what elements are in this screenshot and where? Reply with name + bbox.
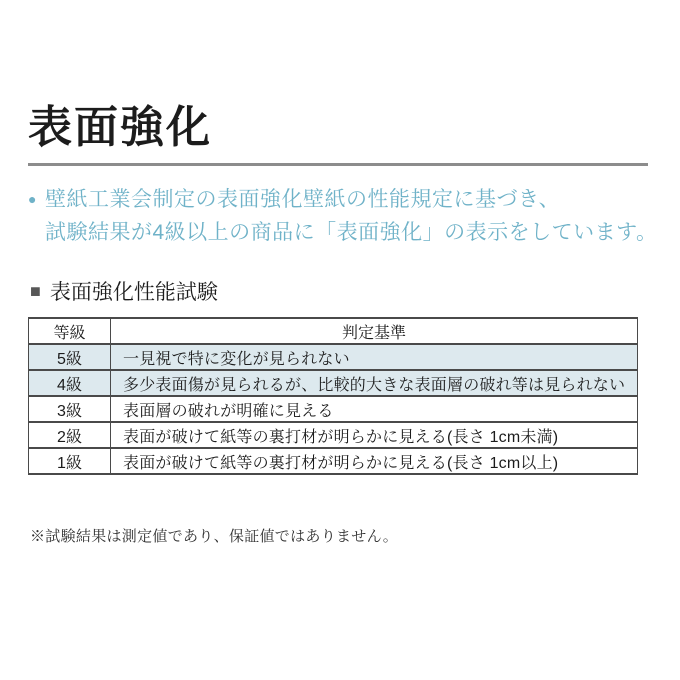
grade-cell: 5級 [29, 344, 111, 370]
title-underline [28, 163, 648, 166]
grade-cell: 4級 [29, 370, 111, 396]
footnote: ※試験結果は測定値であり、保証値ではありません。 [30, 528, 399, 545]
square-bullet-icon: ■ [30, 281, 41, 301]
table-row [29, 448, 638, 474]
criteria-column-header: 判定基準 [111, 318, 638, 344]
grade-cell: 1級 [29, 448, 111, 474]
table-row [29, 422, 638, 448]
criteria-cell: 表面が破けて紙等の裏打材が明らかに見える(長さ 1cm以上) [111, 448, 638, 474]
grade-cell: 2級 [29, 422, 111, 448]
circle-bullet-icon: ● [28, 191, 37, 207]
grade-table-body [29, 344, 638, 474]
table-row [29, 370, 638, 396]
criteria-cell: 一見視で特に変化が見られない [111, 344, 638, 370]
grade-cell: 3級 [29, 396, 111, 422]
section-heading [30, 276, 680, 306]
intro-text [45, 183, 658, 249]
table-row [29, 396, 638, 422]
page-title: 表面強化 [28, 103, 212, 152]
table-header-row [29, 318, 638, 344]
criteria-cell: 表面が破けて紙等の裏打材が明らかに見える(長さ 1cm未満) [111, 422, 638, 448]
intro-line-2: 試験結果が4級以上の商品に「表面強化」の表示をしています。 [45, 221, 658, 244]
grade-table [28, 317, 638, 475]
grade-column-header: 等級 [29, 318, 111, 344]
table-row [29, 344, 638, 370]
criteria-cell: 多少表面傷が見られるが、比較的大きな表面層の破れ等は見られない [111, 370, 638, 396]
intro-line-1: 壁紙工業会制定の表面強化壁紙の性能規定に基づき、 [45, 188, 561, 211]
intro-note [28, 183, 680, 249]
criteria-cell: 表面層の破れが明確に見える [111, 396, 638, 422]
section-title: 表面強化性能試験 [49, 281, 218, 304]
